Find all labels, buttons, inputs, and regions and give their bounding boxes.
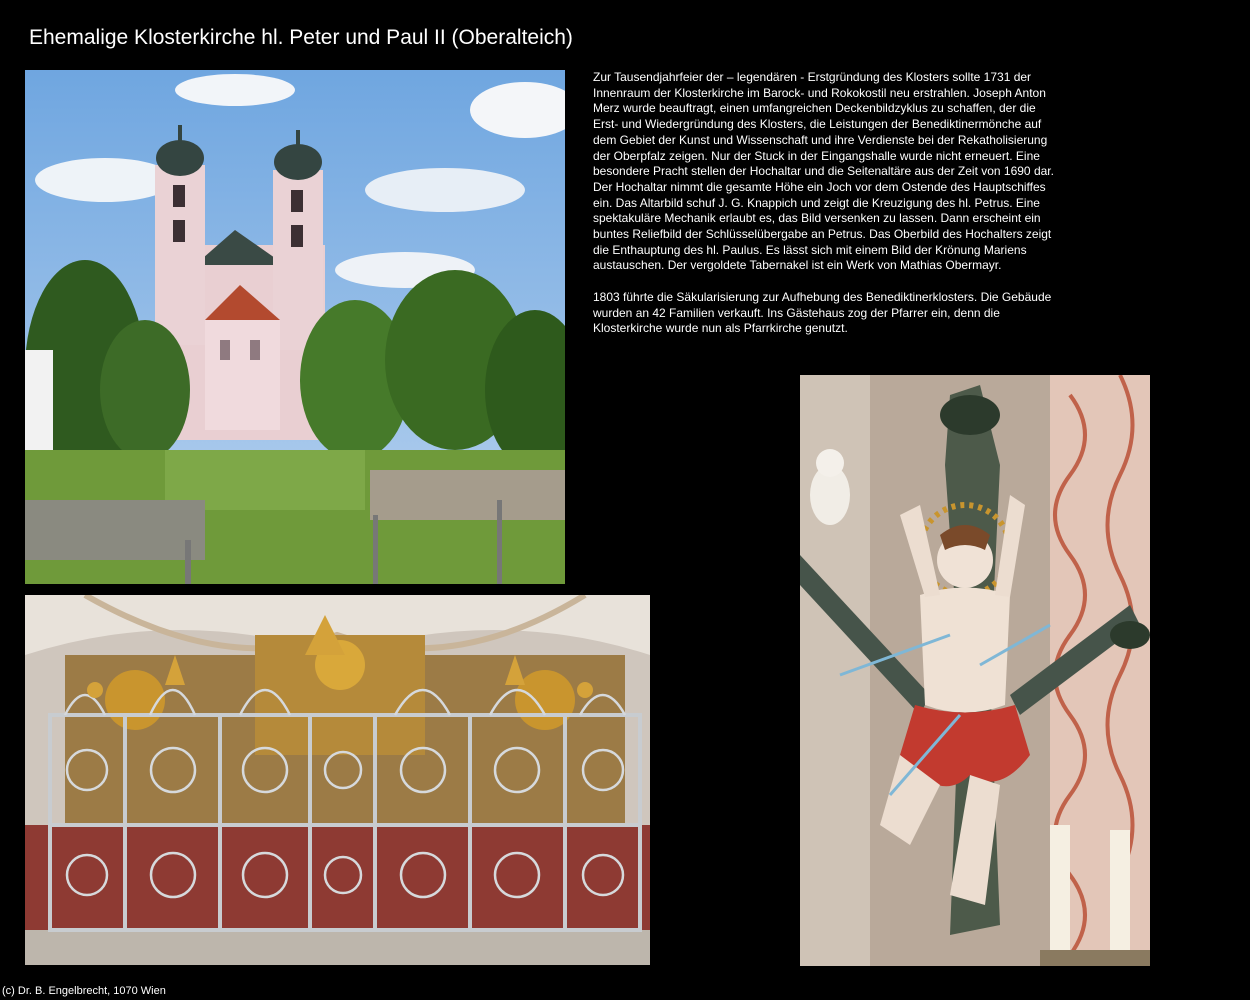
- description-paragraph-1: Zur Tausendjahrfeier der – legendären - Erstgründung des Klosters sollte 1731 der Innenraum der Klosterkirche im Barock- und Rokokostil neu erstrahlen. Joseph Anton Merz wurde beauftragt, einen umfangreichen Deckenbildzyklus zu schaffen, der die Erst- und Wiedergründung des Klosters, die Leistungen der Benediktinermönche auf dem Gebiet der Kunst und Wissenschaft und ihre Verdienste bei der Rekatholisierung der Oberpfalz zeigen. Nur der Stuck in der Eingangshalle wurde nicht erneuert. Eine besondere Pracht stellen der Hochaltar und die Seitenaltäre aus der Zeit von 1690 dar. Der Hochaltar nimmt die gesamte Höhe ein Joch vor dem Ostende des Hauptschiffes ein. Das Altarbild schuf J. G. Knappich und zeigt die Kreuzigung des hl. Petrus. Eine spektakuläre Mechanik erlaubt es, das Bild versenken zu lassen. Dann erscheint ein buntes Reliefbild der Schlüsselübergabe an Petrus. Das Oberbild des Hochalters zeigt die Enthauptung des hl. Paulus. Es lässt sich mit einem Bild der Krönung Mariens austauschen. Der vergoldete Tabernakel ist ein Werk von Mathias Obermayr.: [593, 70, 1054, 273]
- description-text: [593, 70, 1063, 353]
- statue-photo: [800, 375, 1150, 966]
- church-exterior-photo: [25, 70, 565, 584]
- copyright-footer: (c) Dr. B. Engelbrecht, 1070 Wien: [2, 985, 166, 997]
- choir-grille-photo: [25, 595, 650, 965]
- description-paragraph-2: 1803 führte die Säkularisierung zur Aufhebung des Benediktinerklosters. Die Gebäude wurden an 42 Familien verkauft. Ins Gästehaus zog der Pfarrer ein, denn die Klosterkirche wurde nun als Pfarrkirche genutzt.: [593, 289, 1052, 336]
- page-title: Ehemalige Klosterkirche hl. Peter und Paul II (Oberalteich): [29, 26, 573, 49]
